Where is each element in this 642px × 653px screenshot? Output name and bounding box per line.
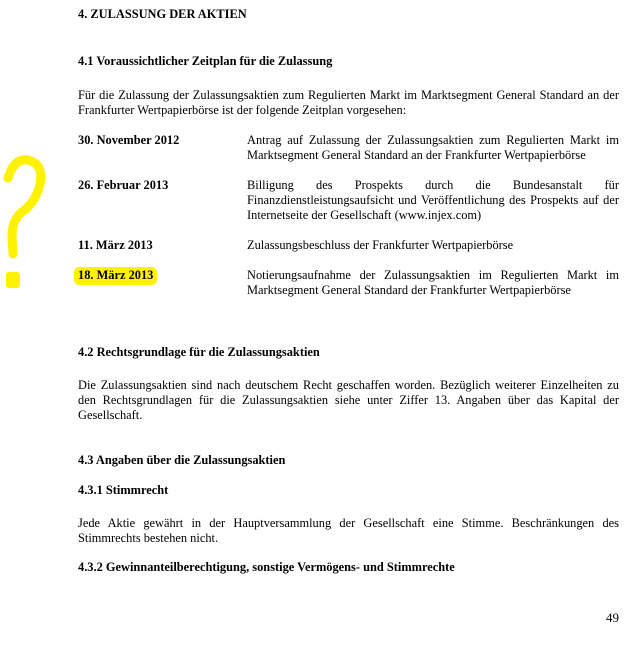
paragraph-4-2: Die Zulassungsaktien sind nach deutschem Recht geschaffen worden. Bezüglich weiterer Einzelheiten zu den Rechtsgrundlagen für die Zulassungsaktien siehe unter Ziffer 13. Angaben über das Kapital der Gesellschaft.	[78, 378, 619, 422]
section-heading-4-1: 4.1 Voraussichtlicher Zeitplan für die Zulassung	[78, 54, 333, 68]
section-heading-4: 4. ZULASSUNG DER AKTIEN	[78, 7, 247, 21]
question-mark-annotation	[0, 150, 52, 300]
section-heading-4-3-1: 4.3.1 Stimmrecht	[78, 483, 169, 497]
section-heading-4-2: 4.2 Rechtsgrundlage für die Zulassungsaktien	[78, 345, 320, 359]
schedule-date-highlighted	[78, 268, 155, 283]
schedule-date: 26. Februar 2013	[78, 178, 169, 192]
schedule-text: Antrag auf Zulassung der Zulassungsaktien zum Regulierten Markt im Marktsegment General Standard an der Frankfurter Wertpapierbörse	[247, 133, 619, 162]
section-heading-4-3: 4.3 Angaben über die Zulassungsaktien	[78, 453, 286, 467]
paragraph-4-3-1: Jede Aktie gewährt in der Hauptversammlung der Gesellschaft eine Stimme. Beschränkungen des Stimmrechts bestehen nicht.	[78, 516, 619, 545]
schedule-text: Zulassungsbeschluss der Frankfurter Wertpapierbörse	[247, 238, 514, 252]
schedule-text: Notierungsaufnahme der Zulassungsaktien im Regulierten Markt im Marktsegment General Standard der Frankfurter Wertpapierbörse	[247, 268, 619, 297]
section-heading-4-3-2: 4.3.2 Gewinnanteilberechtigung, sonstige Vermögens- und Stimmrechte	[78, 560, 455, 574]
schedule-date: 11. März 2013	[78, 238, 153, 252]
highlighted-date: 18. März 2013	[78, 268, 154, 282]
schedule-text: Billigung des Prospekts durch die Bundesanstalt für Finanzdienstleistungsaufsicht und Veröffentlichung des Prospekts auf der Internetseite der Gesellschaft (www.injex.com)	[247, 178, 619, 222]
page-number: 49	[606, 610, 619, 625]
schedule-date: 30. November 2012	[78, 133, 180, 147]
paragraph-4-1: Für die Zulassung der Zulassungsaktien zum Regulierten Markt im Marktsegment General Standard an der Frankfurter Wertpapierbörse ist der folgende Zeitplan vorgesehen:	[78, 88, 619, 117]
